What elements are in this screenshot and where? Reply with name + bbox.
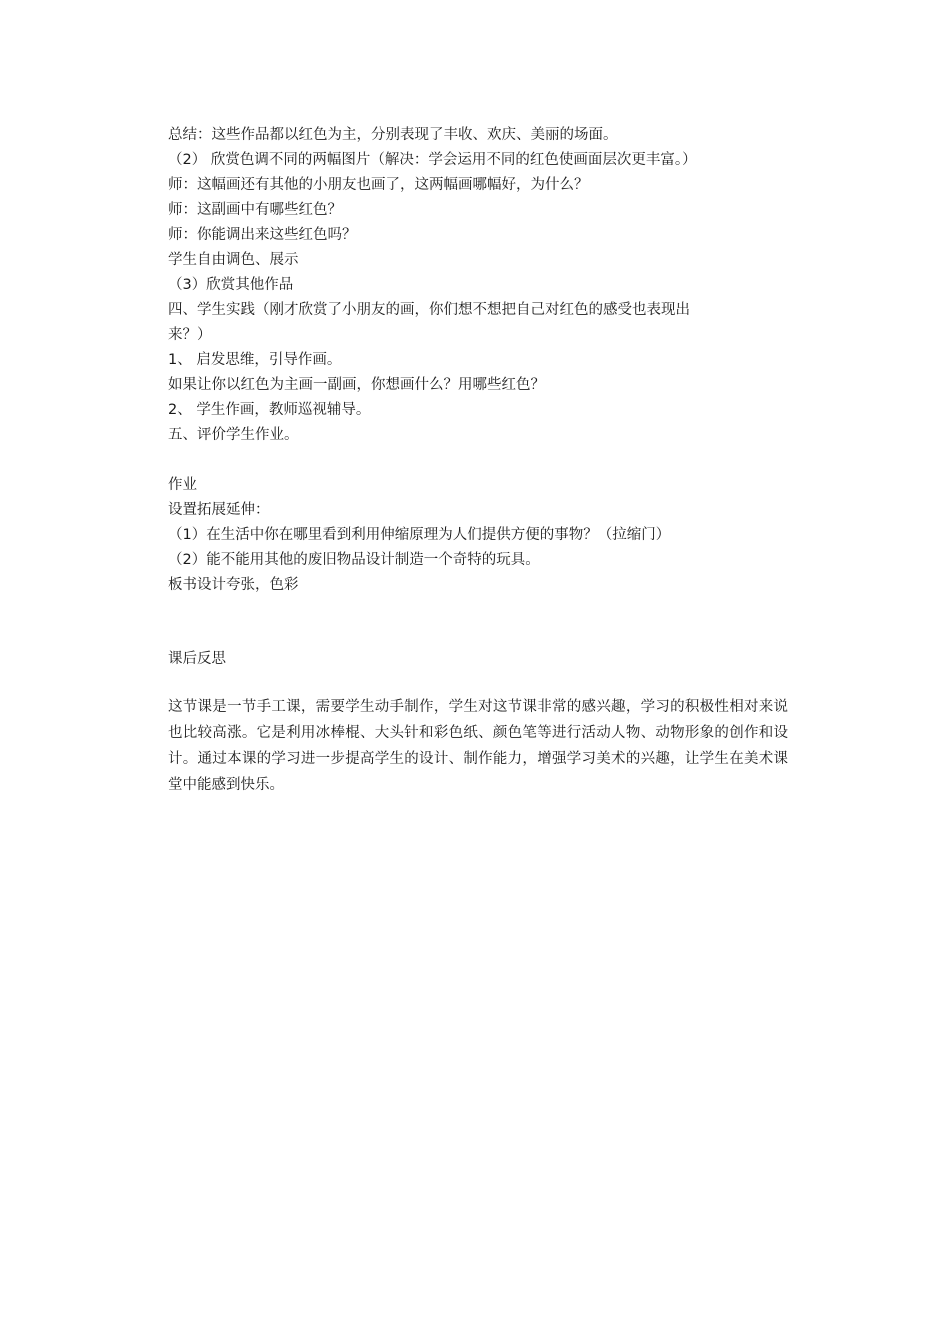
homework-heading: 作业 <box>168 477 197 493</box>
reflection-body: 这节课是一节手工课，需要学生动手制作，学生对这节课非常的感兴趣，学习的积极性相对来说也比较高涨。它是利用冰棒棍、大头针和彩色纸、颜色笔等进行活动人物、动物形象的创作和设计。通过本课的学习进一步提高学生的设计、制作能力，增强学习美术的兴趣，让学生在美术课堂中能感到快乐。 <box>168 699 788 793</box>
step2-text: （2） 欣赏色调不同的两幅图片（解决：学会运用不同的红色使画面层次更丰富。） <box>168 152 697 168</box>
evaluation-text: 五、评价学生作业。 <box>168 427 299 443</box>
teacher-question-3: 师：你能调出来这些红色吗？ <box>168 227 357 243</box>
practice-heading-line1: 四、学生实践（刚才欣赏了小朋友的画，你们想不想把自己对红色的感受也表现出 <box>168 302 690 318</box>
reflection-heading: 课后反思 <box>168 651 226 667</box>
homework-item-1: （1）在生活中你在哪里看到利用伸缩原理为人们提供方便的事物？（拉缩门） <box>168 527 671 543</box>
practice-heading-line2: 来？） <box>168 327 212 343</box>
homework-item-2: （2）能不能用其他的废旧物品设计制造一个奇特的玩具。 <box>168 552 540 568</box>
practice-question: 如果让你以红色为主画一副画，你想画什么？用哪些红色？ <box>168 377 545 393</box>
teacher-question-1: 师：这幅画还有其他的小朋友也画了，这两幅画哪幅好，为什么？ <box>168 177 589 193</box>
teacher-question-2: 师：这副画中有哪些红色？ <box>168 202 342 218</box>
step3-text: （3）欣赏其他作品 <box>168 277 294 293</box>
practice-item-2: 2、 学生作画，教师巡视辅导。 <box>168 402 371 418</box>
board-design-text: 板书设计夸张，色彩 <box>168 577 299 593</box>
practice-item-1: 1、 启发思维，引导作画。 <box>168 352 342 368</box>
student-activity: 学生自由调色、展示 <box>168 252 299 268</box>
summary-text: 总结：这些作品都以红色为主，分别表现了丰收、欢庆、美丽的场面。 <box>168 127 618 143</box>
homework-subheading: 设置拓展延伸： <box>168 502 270 518</box>
